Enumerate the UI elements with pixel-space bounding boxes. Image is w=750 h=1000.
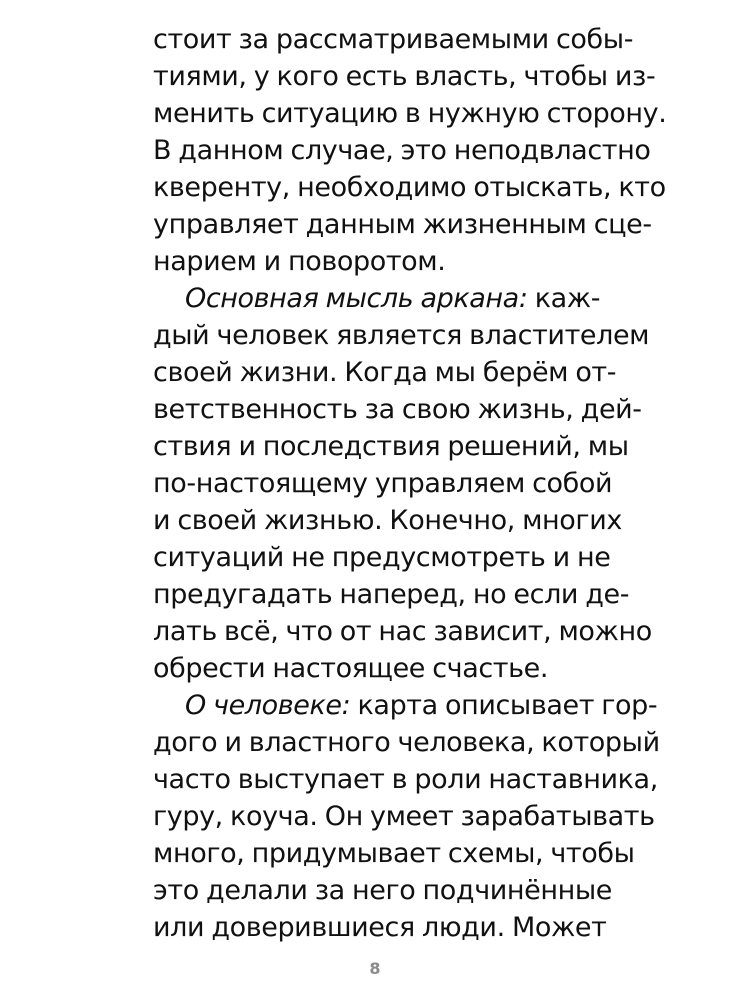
text-line: по-настоящему управляем собой — [153, 468, 613, 499]
text-line: дый человек является властителем — [153, 320, 650, 351]
text-line: кверенту, необходимо отыскать, кто — [153, 172, 666, 203]
text-line: много, придумывает схемы, чтобы — [153, 838, 635, 869]
page-number: 8 — [369, 959, 381, 978]
text-line: управляет данным жизненным сце- — [153, 209, 652, 240]
text-line: предугадать наперед, но если де- — [153, 579, 630, 610]
text-line: ствия и последствия решений, мы — [153, 431, 629, 462]
text-line: ситуаций не предусмотреть и не — [153, 542, 611, 573]
text-line: это делали за него подчинённые — [153, 875, 612, 906]
text-line: нарием и поворотом. — [153, 246, 446, 277]
text-line: часто выступает в роли наставника, — [153, 764, 658, 795]
text-line: обрести настоящее счастье. — [153, 653, 549, 684]
paragraph-first-line — [153, 687, 658, 724]
text-line: своей жизни. Когда мы берём от- — [153, 357, 617, 388]
text-line: гуру, коуча. Он умеет зарабатывать — [153, 801, 655, 832]
text-line: и своей жизнью. Конечно, многих — [153, 505, 622, 536]
paragraph-text: каж- — [534, 283, 601, 314]
text-line: В данном случае, это неподвластно — [153, 135, 651, 166]
text-line: или доверившиеся люди. Может — [153, 912, 607, 943]
paragraph-first-line — [153, 280, 599, 317]
text-line: лать всё, что от нас зависит, можно — [153, 616, 652, 647]
text-line: ветственность за свою жизнь, дей- — [153, 394, 642, 425]
text-line: тиями, у кого есть власть, чтобы из- — [153, 61, 656, 92]
text-line: стоит за рассматриваемыми собы- — [153, 24, 634, 55]
text-line: дого и властного человека, который — [153, 727, 660, 758]
text-line: менить ситуацию в нужную сторону. — [153, 98, 667, 129]
paragraph-lead: О человеке: — [185, 690, 351, 721]
paragraph-text: карта описывает гор- — [357, 690, 658, 721]
book-page-text — [153, 21, 667, 946]
paragraph-lead: Основная мысль аркана: — [185, 283, 528, 314]
